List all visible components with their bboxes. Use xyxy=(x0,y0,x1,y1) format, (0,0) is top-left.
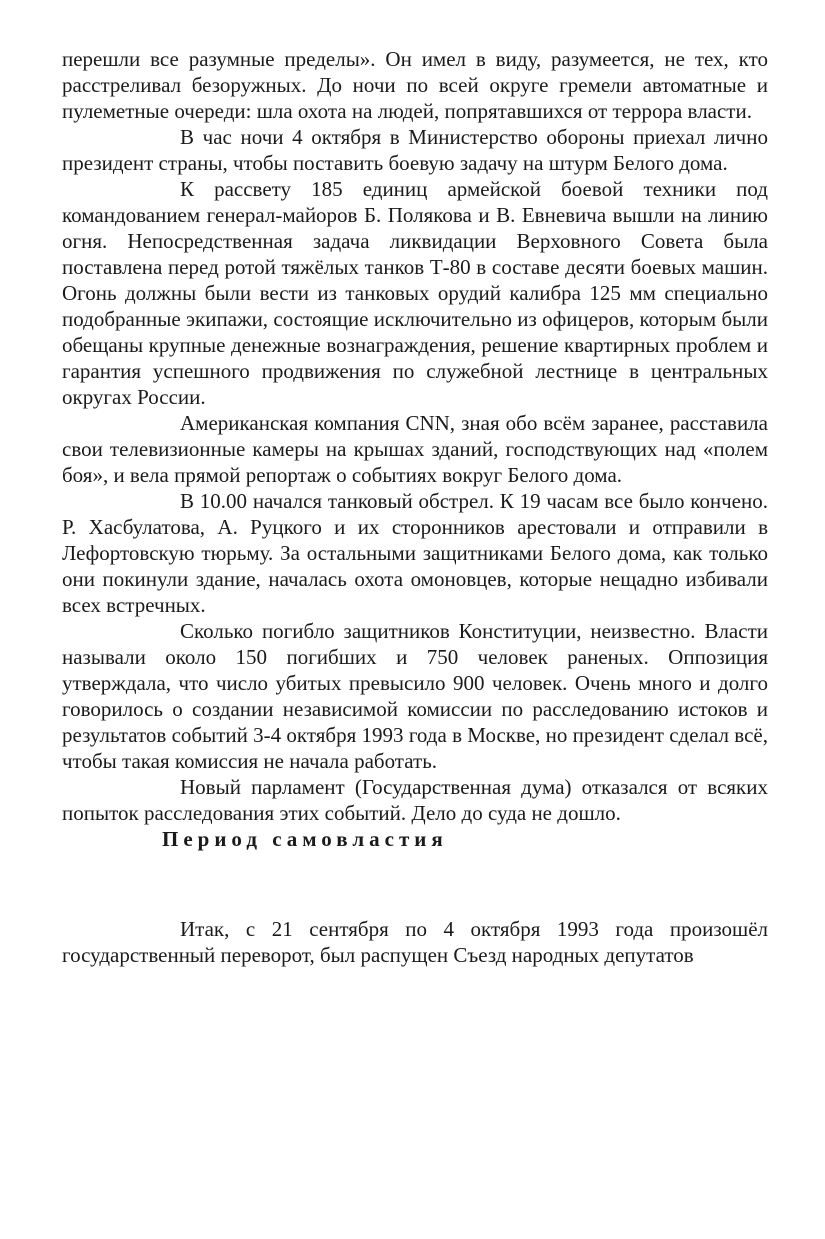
section-heading: Период самовластия xyxy=(162,827,448,851)
paragraph-casualties: Сколько погибло защитников Конституции, неизвестно. Власти называли около 150 погибших и 750 человек раненых. Оппозиция утверждала, что число убитых превысило 900 человек. Очень много и долго говорилось о создании независимой комиссии по расследованию истоков и результатов событий 3-4 октября 1993 года в Москве, но президент сделал всё, чтобы такая комиссия не начала работать. xyxy=(62,619,768,773)
paragraph-night-visit: В час ночи 4 октября в Министерство обороны приехал лично президент страны, чтобы поставить боевую задачу на штурм Белого дома. xyxy=(62,125,768,175)
paragraph-summary: Итак, с 21 сентября по 4 октября 1993 года произошёл государственный переворот, был распущен Съезд народных депутатов xyxy=(62,917,768,967)
paragraph-continuation: перешли все разумные пределы». Он имел в виду, разумеется, не тех, кто расстреливал безоружных. До ночи по всей округе гремели автоматные и пулеметные очереди: шла охота на людей, попрятавшихся от террора власти. xyxy=(62,47,768,123)
paragraph-cnn: Американская компания CNN, зная обо всём заранее, расставила свои телевизионные камеры на крышах зданий, господствующих над «полем боя», и вела прямой репортаж о событиях вокруг Белого дома. xyxy=(62,411,768,487)
document-page xyxy=(62,46,768,968)
paragraph-new-parliament: Новый парламент (Государственная дума) отказался от всяких попыток расследования этих событий. Дело до суда не дошло. xyxy=(62,775,768,825)
paragraph-tanks: К рассвету 185 единиц армейской боевой техники под командованием генерал-майоров Б. Полякова и В. Евневича вышли на линию огня. Непосредственная задача ликвидации Верховного Совета была поставлена перед ротой тяжёлых танков Т-80 в составе десяти боевых машин. Огонь должны были вести из танковых орудий калибра 125 мм специально подобранные экипажи, состоящие исключительно из офицеров, которым были обещаны крупные денежные вознаграждения, решение квартирных проблем и гарантия успешного продвижения по служебной лестнице в центральных округах России. xyxy=(62,177,768,409)
paragraph-shelling: В 10.00 начался танковый обстрел. К 19 часам все было кончено. Р. Хасбулатова, А. Руцкого и их сторонников арестовали и отправили в Лефортовскую тюрьму. За остальными защитниками Белого дома, как только они покинули здание, началась охота омоновцев, которые нещадно избивали всех встречных. xyxy=(62,489,768,617)
